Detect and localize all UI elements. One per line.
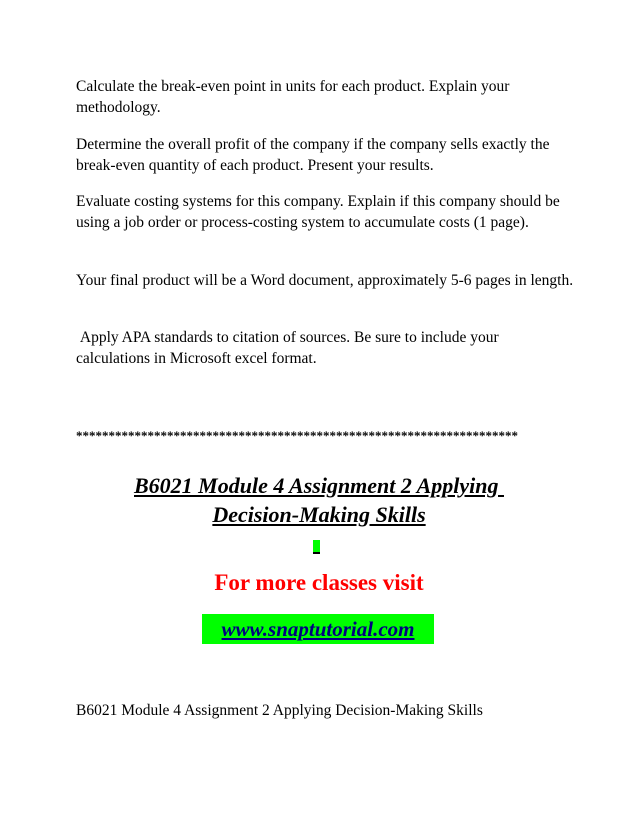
footer-title: B6021 Module 4 Assignment 2 Applying Decision-Making Skills [76, 702, 483, 719]
separator-stars: ******************************************************************** [76, 428, 518, 443]
title-line-2: Decision-Making Skills [212, 502, 426, 527]
link-highlight [202, 614, 434, 644]
highlight-marker [313, 540, 320, 554]
paragraph-overall-profit: Determine the overall profit of the company if the company sells exactly the break-even quantity of each product. Present your results. [76, 136, 550, 174]
paragraph-costing-systems: Evaluate costing systems for this company. Explain if this company should be using a job order or process-costing system to accumulate costs (1 page). [76, 193, 560, 231]
title-line-1: B6021 Module 4 Assignment 2 Applying [134, 473, 504, 498]
paragraph-apa-standards: Apply APA standards to citation of sources. Be sure to include your calculations in Microsoft excel format. [76, 329, 503, 367]
snaptutorial-link[interactable]: www.snaptutorial.com [221, 617, 415, 641]
visit-text: For more classes visit [214, 570, 424, 595]
paragraph-final-product: Your final product will be a Word document, approximately 5-6 pages in length. [76, 272, 574, 289]
paragraph-break-even: Calculate the break-even point in units for each product. Explain your methodology. [76, 78, 510, 116]
